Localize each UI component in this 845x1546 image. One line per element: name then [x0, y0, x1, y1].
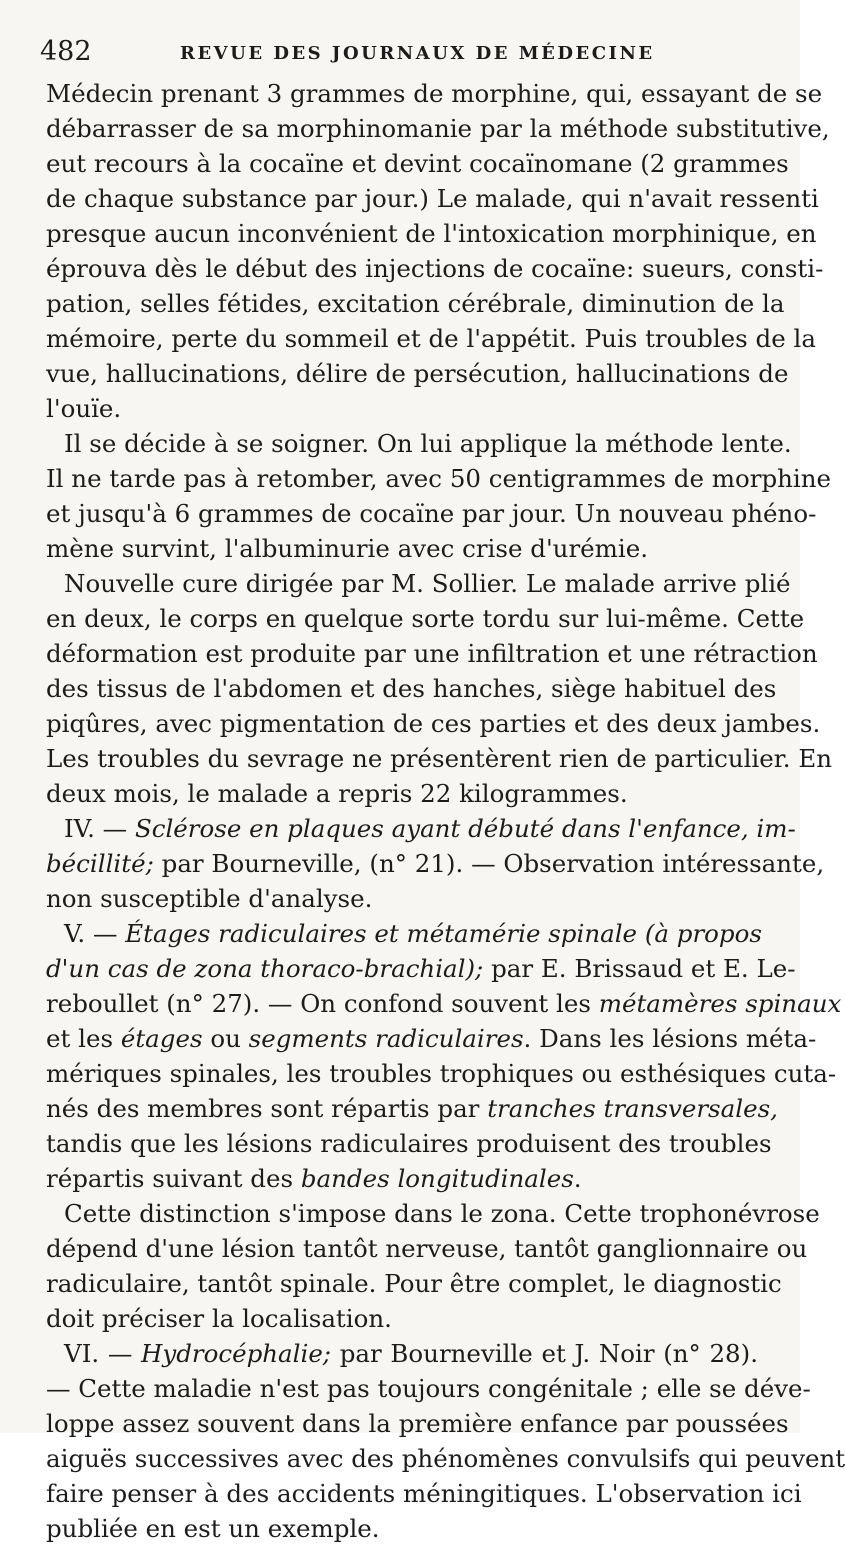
text-span: Les troubles du sevrage ne présentèrent rien de particulier. En: [46, 744, 833, 773]
text-span: ou: [202, 1024, 249, 1053]
text-line: [46, 601, 805, 636]
italic-text: Étages radiculaires et métamérie spinale (à propos: [125, 919, 762, 948]
text-line: [46, 916, 762, 951]
italic-text: bandes longitudinales: [300, 1164, 574, 1193]
italic-text: métamères spinaux: [598, 989, 842, 1018]
text-line: [46, 1336, 758, 1371]
text-line: [46, 881, 758, 916]
text-line: [46, 251, 824, 286]
text-span: Il se décide à se soigner. On lui applique la méthode lente.: [64, 429, 792, 458]
text-span: éprouva dès le début des injections de cocaïne: sueurs, consti-: [46, 254, 824, 283]
text-span: presque aucun inconvénient de l'intoxication morphinique, en: [46, 219, 817, 248]
italic-text: tranches transversales,: [487, 1094, 778, 1123]
text-line: [46, 1161, 758, 1196]
text-span: V. —: [64, 919, 126, 948]
text-line: [46, 1056, 837, 1091]
text-line: [46, 1511, 758, 1546]
text-span: aiguës successives avec des phénomènes convulsifs qui peuvent: [46, 1444, 845, 1473]
text-span: par Bourneville, (n° 21). — Observation intéressante,: [153, 849, 825, 878]
italic-text: bécillité;: [46, 849, 154, 878]
text-line: [46, 986, 842, 1021]
text-span: répartis suivant des: [46, 1164, 301, 1193]
text-line: [46, 146, 789, 181]
text-span: déformation est produite par une infiltration et une rétraction: [46, 639, 818, 668]
text-line: [46, 1231, 808, 1266]
body-text: [46, 76, 845, 1546]
text-span: dépend d'une lésion tantôt nerveuse, tantôt ganglionnaire ou: [46, 1234, 808, 1263]
text-span: deux mois, le malade a repris 22 kilogrammes.: [46, 779, 628, 808]
text-span: par E. Brissaud et E. Le-: [483, 954, 796, 983]
text-line: [46, 811, 796, 846]
text-span: loppe assez souvent dans la première enfance par poussées: [46, 1409, 789, 1438]
text-span: Il ne tarde pas à retomber, avec 50 centigrammes de morphine: [46, 464, 832, 493]
text-span: publiée en est un exemple.: [46, 1514, 380, 1543]
text-line: [46, 111, 830, 146]
text-line: [46, 356, 789, 391]
text-span: pation, selles fétides, excitation cérébrale, diminution de la: [46, 289, 785, 318]
text-line: [46, 1126, 772, 1161]
running-head: [40, 30, 760, 70]
italic-text: Hydrocéphalie;: [141, 1339, 332, 1368]
text-line: [46, 76, 823, 111]
text-span: non susceptible d'analyse.: [46, 884, 373, 913]
text-span: .: [573, 1164, 582, 1193]
journal-title: REVUE DES JOURNAUX DE MÉDECINE: [180, 43, 655, 64]
text-span: IV. —: [64, 814, 135, 843]
text-span: faire penser à des accidents méningitiques. L'observation ici: [46, 1479, 802, 1508]
text-span: l'ouïe.: [46, 394, 122, 423]
italic-text: d'un cas de zona thoraco-brachial);: [46, 954, 484, 983]
page-number: 482: [40, 36, 92, 67]
text-line: [46, 776, 758, 811]
text-span: débarrasser de sa morphinomanie par la méthode substitutive,: [46, 114, 830, 143]
text-span: Nouvelle cure dirigée par M. Sollier. Le malade arrive plié: [64, 569, 791, 598]
text-line: [46, 286, 785, 321]
text-line: [46, 741, 833, 776]
text-span: mémoire, perte du sommeil et de l'appétit. Puis troubles de la: [46, 324, 816, 353]
text-line: [46, 1441, 845, 1476]
text-line: [46, 1476, 802, 1511]
text-span: tandis que les lésions radiculaires produisent des troubles: [46, 1129, 772, 1158]
text-span: et jusqu'à 6 grammes de cocaïne par jour. Un nouveau phéno-: [46, 499, 817, 528]
text-span: en deux, le corps en quelque sorte tordu sur lui-même. Cette: [46, 604, 805, 633]
text-span: eut recours à la cocaïne et devint cocaïnomane (2 grammes: [46, 149, 789, 178]
text-line: [46, 1021, 817, 1056]
text-span: reboullet (n° 27). — On confond souvent les: [46, 989, 599, 1018]
text-line: [46, 391, 758, 426]
text-line: [46, 1196, 820, 1231]
text-line: [46, 496, 817, 531]
text-span: par Bourneville et J. Noir (n° 28).: [331, 1339, 758, 1368]
text-line: [46, 951, 796, 986]
text-span: VI. —: [64, 1339, 141, 1368]
text-line: [46, 321, 816, 356]
text-span: doit préciser la localisation.: [46, 1304, 392, 1333]
text-span: Médecin prenant 3 grammes de morphine, qui, essayant de se: [46, 79, 823, 108]
text-line: [46, 1266, 782, 1301]
text-line: [46, 846, 825, 881]
text-span: mène survint, l'albuminurie avec crise d'urémie.: [46, 534, 649, 563]
text-line: [46, 531, 758, 566]
text-line: [46, 181, 819, 216]
text-line: [46, 426, 792, 461]
text-line: [46, 216, 817, 251]
text-span: Cette distinction s'impose dans le zona. Cette trophonévrose: [64, 1199, 820, 1228]
text-line: [46, 566, 791, 601]
text-span: piqûres, avec pigmentation de ces parties et des deux jambes.: [46, 709, 821, 738]
italic-text: segments radiculaires: [248, 1024, 524, 1053]
italic-text: Sclérose en plaques ayant débuté dans l'enfance, im-: [134, 814, 796, 843]
text-span: nés des membres sont répartis par: [46, 1094, 488, 1123]
text-span: mériques spinales, les troubles trophiques ou esthésiques cuta-: [46, 1059, 837, 1088]
text-line: [46, 671, 777, 706]
text-line: [46, 706, 821, 741]
text-line: [46, 461, 832, 496]
text-line: [46, 636, 818, 671]
text-line: [46, 1371, 811, 1406]
text-span: — Cette maladie n'est pas toujours congénitale ; elle se déve-: [46, 1374, 811, 1403]
text-span: radiculaire, tantôt spinale. Pour être complet, le diagnostic: [46, 1269, 782, 1298]
text-line: [46, 1406, 789, 1441]
text-line: [46, 1301, 758, 1336]
text-line: [46, 1091, 778, 1126]
text-span: vue, hallucinations, délire de persécution, hallucinations de: [46, 359, 789, 388]
text-span: des tissus de l'abdomen et des hanches, siège habituel des: [46, 674, 777, 703]
text-span: . Dans les lésions méta-: [523, 1024, 817, 1053]
text-span: de chaque substance par jour.) Le malade, qui n'avait ressenti: [46, 184, 819, 213]
text-span: et les: [46, 1024, 121, 1053]
italic-text: étages: [120, 1024, 203, 1053]
